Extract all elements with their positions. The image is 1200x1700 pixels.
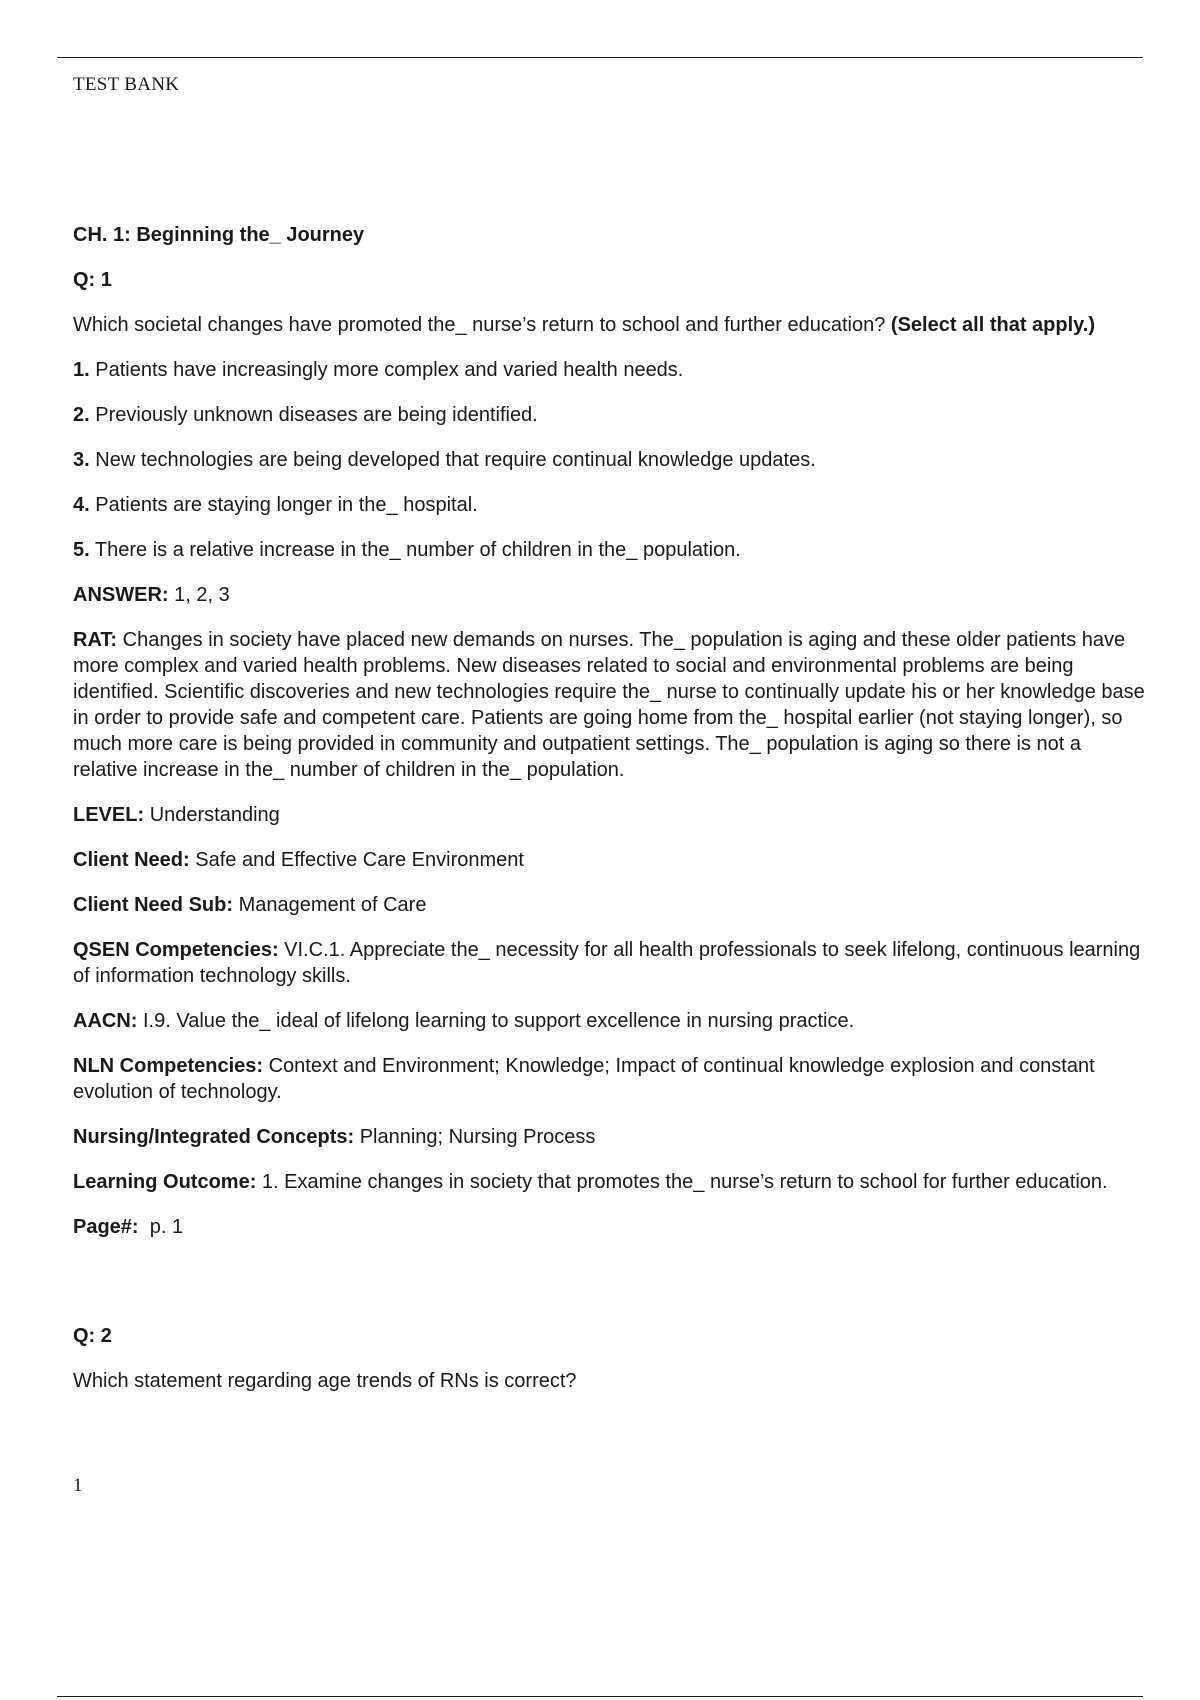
page-ref-line: [73, 1214, 1148, 1240]
page-ref-label: Page#:: [73, 1216, 139, 1238]
client-need-label: Client Need:: [73, 849, 190, 871]
learning-outcome-line: [73, 1169, 1148, 1195]
question-2-stem: Which statement regarding age trends of RNs is correct?: [73, 1370, 577, 1392]
nln-line: [73, 1053, 1148, 1105]
question-spacer: [73, 1259, 1148, 1323]
select-all-instruction: (Select all that apply.): [890, 314, 1096, 336]
question-1-stem-text: Which societal changes have promoted the_ nurse’s return to school and further education?: [73, 314, 886, 336]
option-text: There is a relative increase in the_ number of children in the_ population.: [94, 539, 741, 561]
question-2-label: Q: 2: [73, 1325, 112, 1347]
qsen-value: VI.C.1. Appreciate the_ necessity for all health professionals to seek lifelong, continuous learning of information technology skills.: [73, 939, 1141, 987]
question-1-label: Q: 1: [73, 269, 112, 291]
learning-outcome-label: Learning Outcome:: [73, 1171, 257, 1193]
question-1-stem: [73, 312, 1148, 338]
option-text: Previously unknown diseases are being identified.: [95, 404, 538, 426]
concepts-label: Nursing/Integrated Concepts:: [73, 1126, 355, 1148]
level-label: LEVEL:: [73, 804, 145, 826]
client-need-sub-line: [73, 892, 1148, 918]
answer-label: ANSWER:: [73, 584, 169, 606]
bottom-rule: [57, 1696, 1143, 1697]
aacn-label: AACN:: [73, 1010, 138, 1032]
document-body: [73, 222, 1148, 1394]
option-text: Patients are staying longer in the_ hospital.: [95, 494, 478, 516]
option-number: 5.: [73, 539, 90, 561]
option-number: 1.: [73, 359, 90, 381]
page-ref-value: p. 1: [149, 1216, 184, 1238]
answer-option-4: [73, 492, 1148, 518]
client-need-sub-value: Management of Care: [238, 894, 427, 916]
answer-option-1: [73, 357, 1148, 383]
chapter-title: CH. 1: Beginning the_ Journey: [73, 224, 365, 246]
nln-label: NLN Competencies:: [73, 1055, 264, 1077]
option-text: New technologies are being developed that require continual knowledge updates.: [95, 449, 816, 471]
page-number: 1: [73, 1475, 83, 1496]
rationale-label: RAT:: [73, 629, 118, 651]
answer-value: 1, 2, 3: [174, 584, 230, 606]
option-number: 4.: [73, 494, 90, 516]
document-header: TEST BANK: [73, 74, 180, 95]
rationale: [73, 627, 1148, 783]
learning-outcome-value: 1. Examine changes in society that promotes the_ nurse’s return to school for further education.: [261, 1171, 1108, 1193]
nln-value: Context and Environment; Knowledge; Impact of continual knowledge explosion and constant evolution of technology.: [73, 1055, 1095, 1103]
level-value: Understanding: [149, 804, 280, 826]
aacn-line: [73, 1008, 1148, 1034]
answer-option-5: [73, 537, 1148, 563]
qsen-line: [73, 937, 1148, 989]
concepts-line: [73, 1124, 1148, 1150]
qsen-label: QSEN Competencies:: [73, 939, 279, 961]
answer-option-3: [73, 447, 1148, 473]
aacn-value: I.9. Value the_ ideal of lifelong learning to support excellence in nursing practice.: [143, 1010, 855, 1032]
client-need-value: Safe and Effective Care Environment: [195, 849, 524, 871]
top-rule: [57, 57, 1143, 58]
option-number: 3.: [73, 449, 90, 471]
option-text: Patients have increasingly more complex and varied health needs.: [95, 359, 684, 381]
answer-line: [73, 582, 1148, 608]
answer-option-2: [73, 402, 1148, 428]
client-need-line: [73, 847, 1148, 873]
level-line: [73, 802, 1148, 828]
rationale-text: Changes in society have placed new demands on nurses. The_ population is aging and these older patients have more complex and varied health problems. New diseases related to social and environmental problems are being identified. Scientific discoveries and new technologies require the_ nurse to continually update his or her knowledge base in order to provide safe and competent care. Patients are going home from the_ hospital earlier (not staying longer), so much more care is being provided in community and outpatient settings. The_ population is aging so there is not a relative increase in the_ number of children in the_ population.: [73, 629, 1145, 781]
option-number: 2.: [73, 404, 90, 426]
client-need-sub-label: Client Need Sub:: [73, 894, 234, 916]
concepts-value: Planning; Nursing Process: [359, 1126, 596, 1148]
